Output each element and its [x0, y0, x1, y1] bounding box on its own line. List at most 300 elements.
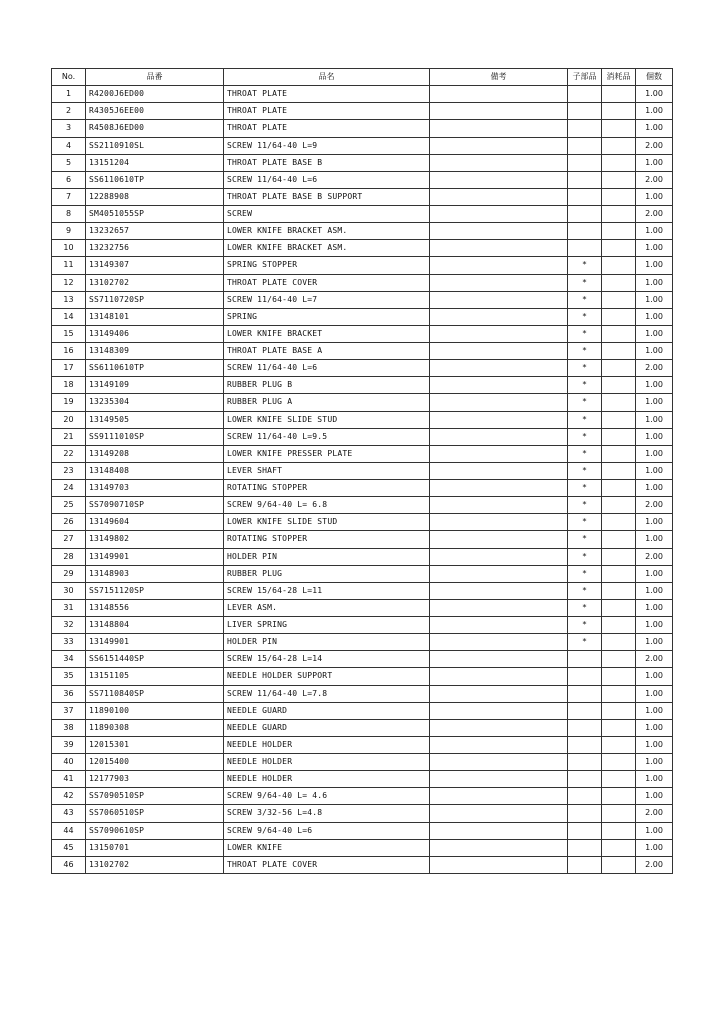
remarks-cell	[430, 702, 568, 719]
quantity-cell: 1.00	[636, 274, 673, 291]
part-number-cell: 12177903	[86, 771, 224, 788]
sub-part-cell: *	[568, 377, 602, 394]
part-name-cell: LOWER KNIFE BRACKET ASM.	[224, 240, 430, 257]
sub-part-cell: *	[568, 617, 602, 634]
part-number-cell: 13151204	[86, 154, 224, 171]
sub-part-cell: *	[568, 582, 602, 599]
table-row	[52, 702, 673, 719]
part-number-cell: SS7060510SP	[86, 805, 224, 822]
remarks-cell	[430, 257, 568, 274]
part-number-cell: 13149406	[86, 325, 224, 342]
parts-list-table	[51, 68, 673, 874]
part-number-cell: SS6110610TP	[86, 360, 224, 377]
quantity-cell: 2.00	[636, 805, 673, 822]
part-name-cell: RUBBER PLUG A	[224, 394, 430, 411]
quantity-cell: 2.00	[636, 856, 673, 873]
quantity-cell: 1.00	[636, 154, 673, 171]
part-name-cell: THROAT PLATE	[224, 103, 430, 120]
part-name-cell: THROAT PLATE COVER	[224, 274, 430, 291]
row-no-cell: 43	[52, 805, 86, 822]
quantity-cell: 1.00	[636, 86, 673, 103]
quantity-cell: 1.00	[636, 617, 673, 634]
quantity-cell: 1.00	[636, 582, 673, 599]
remarks-cell	[430, 856, 568, 873]
table-row	[52, 86, 673, 103]
part-name-cell: SPRING STOPPER	[224, 257, 430, 274]
part-number-cell: SS9111010SP	[86, 428, 224, 445]
part-name-cell: NEEDLE GUARD	[224, 719, 430, 736]
sub-part-cell	[568, 719, 602, 736]
remarks-cell	[430, 308, 568, 325]
row-no-cell: 25	[52, 497, 86, 514]
consumable-cell	[602, 445, 636, 462]
part-name-cell: SCREW 11/64-40 L=6	[224, 360, 430, 377]
remarks-cell	[430, 634, 568, 651]
consumable-cell	[602, 171, 636, 188]
table-row	[52, 360, 673, 377]
table-row	[52, 462, 673, 479]
sub-part-cell: *	[568, 308, 602, 325]
part-name-cell: THROAT PLATE	[224, 120, 430, 137]
part-number-cell: 13151105	[86, 668, 224, 685]
consumable-cell	[602, 771, 636, 788]
row-no-cell: 46	[52, 856, 86, 873]
row-no-cell: 28	[52, 548, 86, 565]
sub-part-cell	[568, 736, 602, 753]
table-row	[52, 154, 673, 171]
header-sub-part: 子部品	[568, 69, 602, 86]
table-row	[52, 103, 673, 120]
quantity-cell: 1.00	[636, 394, 673, 411]
sub-part-cell	[568, 771, 602, 788]
row-no-cell: 45	[52, 839, 86, 856]
remarks-cell	[430, 599, 568, 616]
row-no-cell: 12	[52, 274, 86, 291]
part-name-cell: SCREW 11/64-40 L=9.5	[224, 428, 430, 445]
remarks-cell	[430, 291, 568, 308]
sub-part-cell: *	[568, 599, 602, 616]
part-number-cell: 13149307	[86, 257, 224, 274]
consumable-cell	[602, 343, 636, 360]
consumable-cell	[602, 668, 636, 685]
remarks-cell	[430, 206, 568, 223]
consumable-cell	[602, 188, 636, 205]
sub-part-cell	[568, 788, 602, 805]
consumable-cell	[602, 480, 636, 497]
row-no-cell: 6	[52, 171, 86, 188]
row-no-cell: 16	[52, 343, 86, 360]
row-no-cell: 15	[52, 325, 86, 342]
row-no-cell: 40	[52, 754, 86, 771]
part-name-cell: NEEDLE HOLDER	[224, 736, 430, 753]
table-row	[52, 839, 673, 856]
part-name-cell: ROTATING STOPPER	[224, 531, 430, 548]
sub-part-cell: *	[568, 497, 602, 514]
header-remarks: 備考	[430, 69, 568, 86]
part-number-cell: 11890100	[86, 702, 224, 719]
sub-part-cell	[568, 103, 602, 120]
row-no-cell: 29	[52, 565, 86, 582]
row-no-cell: 37	[52, 702, 86, 719]
remarks-cell	[430, 377, 568, 394]
consumable-cell	[602, 822, 636, 839]
table-row	[52, 548, 673, 565]
part-name-cell: SCREW 11/64-40 L=7	[224, 291, 430, 308]
remarks-cell	[430, 360, 568, 377]
consumable-cell	[602, 651, 636, 668]
part-name-cell: SCREW 15/64-28 L=14	[224, 651, 430, 668]
part-name-cell: LEVER SHAFT	[224, 462, 430, 479]
table-row	[52, 754, 673, 771]
row-no-cell: 18	[52, 377, 86, 394]
row-no-cell: 8	[52, 206, 86, 223]
sub-part-cell	[568, 822, 602, 839]
part-number-cell: 13102702	[86, 856, 224, 873]
sub-part-cell	[568, 120, 602, 137]
sub-part-cell: *	[568, 274, 602, 291]
table-row	[52, 188, 673, 205]
part-number-cell: 13149901	[86, 548, 224, 565]
quantity-cell: 2.00	[636, 137, 673, 154]
row-no-cell: 26	[52, 514, 86, 531]
remarks-cell	[430, 719, 568, 736]
remarks-cell	[430, 771, 568, 788]
row-no-cell: 27	[52, 531, 86, 548]
remarks-cell	[430, 685, 568, 702]
part-number-cell: 13148408	[86, 462, 224, 479]
quantity-cell: 1.00	[636, 411, 673, 428]
part-number-cell: SS6151440SP	[86, 651, 224, 668]
consumable-cell	[602, 497, 636, 514]
row-no-cell: 30	[52, 582, 86, 599]
sub-part-cell	[568, 856, 602, 873]
consumable-cell	[602, 120, 636, 137]
sub-part-cell: *	[568, 428, 602, 445]
table-row	[52, 411, 673, 428]
consumable-cell	[602, 599, 636, 616]
sub-part-cell: *	[568, 531, 602, 548]
quantity-cell: 1.00	[636, 120, 673, 137]
table-row	[52, 651, 673, 668]
consumable-cell	[602, 360, 636, 377]
sub-part-cell: *	[568, 325, 602, 342]
remarks-cell	[430, 805, 568, 822]
table-row	[52, 428, 673, 445]
sub-part-cell	[568, 188, 602, 205]
row-no-cell: 14	[52, 308, 86, 325]
header-no: No.	[52, 69, 86, 86]
consumable-cell	[602, 154, 636, 171]
sub-part-cell	[568, 206, 602, 223]
part-number-cell: SS2110910SL	[86, 137, 224, 154]
table-row	[52, 617, 673, 634]
row-no-cell: 44	[52, 822, 86, 839]
quantity-cell: 1.00	[636, 514, 673, 531]
part-number-cell: 13102702	[86, 274, 224, 291]
table-body	[52, 86, 673, 874]
part-name-cell: THROAT PLATE BASE B SUPPORT	[224, 188, 430, 205]
sub-part-cell	[568, 154, 602, 171]
quantity-cell: 1.00	[636, 668, 673, 685]
remarks-cell	[430, 582, 568, 599]
remarks-cell	[430, 480, 568, 497]
row-no-cell: 36	[52, 685, 86, 702]
consumable-cell	[602, 257, 636, 274]
sub-part-cell	[568, 754, 602, 771]
sub-part-cell	[568, 171, 602, 188]
quantity-cell: 2.00	[636, 171, 673, 188]
remarks-cell	[430, 171, 568, 188]
part-number-cell: 13149703	[86, 480, 224, 497]
consumable-cell	[602, 565, 636, 582]
sub-part-cell: *	[568, 360, 602, 377]
row-no-cell: 19	[52, 394, 86, 411]
quantity-cell: 1.00	[636, 223, 673, 240]
consumable-cell	[602, 86, 636, 103]
consumable-cell	[602, 514, 636, 531]
part-number-cell: R4200J6ED00	[86, 86, 224, 103]
part-name-cell: SCREW 11/64-40 L=7.8	[224, 685, 430, 702]
sub-part-cell: *	[568, 291, 602, 308]
table-row	[52, 634, 673, 651]
remarks-cell	[430, 103, 568, 120]
quantity-cell: 2.00	[636, 548, 673, 565]
remarks-cell	[430, 223, 568, 240]
part-name-cell: THROAT PLATE COVER	[224, 856, 430, 873]
quantity-cell: 1.00	[636, 599, 673, 616]
consumable-cell	[602, 719, 636, 736]
part-name-cell: THROAT PLATE BASE A	[224, 343, 430, 360]
consumable-cell	[602, 137, 636, 154]
remarks-cell	[430, 617, 568, 634]
part-number-cell: 13149505	[86, 411, 224, 428]
table-row	[52, 531, 673, 548]
header-quantity: 個数	[636, 69, 673, 86]
remarks-cell	[430, 462, 568, 479]
consumable-cell	[602, 856, 636, 873]
quantity-cell: 1.00	[636, 822, 673, 839]
sub-part-cell: *	[568, 548, 602, 565]
consumable-cell	[602, 223, 636, 240]
remarks-cell	[430, 839, 568, 856]
remarks-cell	[430, 445, 568, 462]
table-row	[52, 394, 673, 411]
consumable-cell	[602, 103, 636, 120]
quantity-cell: 1.00	[636, 291, 673, 308]
remarks-cell	[430, 274, 568, 291]
part-number-cell: SS7090710SP	[86, 497, 224, 514]
row-no-cell: 41	[52, 771, 86, 788]
remarks-cell	[430, 120, 568, 137]
table-row	[52, 343, 673, 360]
part-name-cell: SCREW 11/64-40 L=9	[224, 137, 430, 154]
part-number-cell: 13149109	[86, 377, 224, 394]
consumable-cell	[602, 308, 636, 325]
part-number-cell: 13149901	[86, 634, 224, 651]
quantity-cell: 1.00	[636, 103, 673, 120]
part-name-cell: LOWER KNIFE SLIDE STUD	[224, 411, 430, 428]
part-name-cell: THROAT PLATE BASE B	[224, 154, 430, 171]
sub-part-cell: *	[568, 634, 602, 651]
sub-part-cell: *	[568, 565, 602, 582]
part-name-cell: HOLDER PIN	[224, 634, 430, 651]
quantity-cell: 1.00	[636, 445, 673, 462]
table-row	[52, 308, 673, 325]
quantity-cell: 1.00	[636, 788, 673, 805]
part-name-cell: THROAT PLATE	[224, 86, 430, 103]
table-row	[52, 274, 673, 291]
row-no-cell: 3	[52, 120, 86, 137]
remarks-cell	[430, 343, 568, 360]
part-number-cell: 13235304	[86, 394, 224, 411]
part-name-cell: LOWER KNIFE SLIDE STUD	[224, 514, 430, 531]
consumable-cell	[602, 428, 636, 445]
consumable-cell	[602, 411, 636, 428]
sub-part-cell	[568, 240, 602, 257]
remarks-cell	[430, 428, 568, 445]
part-number-cell: SM4051055SP	[86, 206, 224, 223]
part-name-cell: SCREW 9/64-40 L= 6.8	[224, 497, 430, 514]
table-row	[52, 497, 673, 514]
row-no-cell: 39	[52, 736, 86, 753]
remarks-cell	[430, 240, 568, 257]
table-row	[52, 291, 673, 308]
sub-part-cell	[568, 668, 602, 685]
consumable-cell	[602, 274, 636, 291]
table-row	[52, 206, 673, 223]
consumable-cell	[602, 582, 636, 599]
table-row	[52, 120, 673, 137]
part-number-cell: 13149208	[86, 445, 224, 462]
remarks-cell	[430, 822, 568, 839]
part-name-cell: LIVER SPRING	[224, 617, 430, 634]
quantity-cell: 1.00	[636, 240, 673, 257]
quantity-cell: 1.00	[636, 771, 673, 788]
consumable-cell	[602, 617, 636, 634]
row-no-cell: 34	[52, 651, 86, 668]
quantity-cell: 1.00	[636, 634, 673, 651]
table-row	[52, 788, 673, 805]
consumable-cell	[602, 805, 636, 822]
remarks-cell	[430, 137, 568, 154]
part-number-cell: 13150701	[86, 839, 224, 856]
row-no-cell: 24	[52, 480, 86, 497]
row-no-cell: 38	[52, 719, 86, 736]
table-row	[52, 685, 673, 702]
sub-part-cell: *	[568, 411, 602, 428]
part-name-cell: LOWER KNIFE	[224, 839, 430, 856]
table-row	[52, 257, 673, 274]
part-number-cell: 13149604	[86, 514, 224, 531]
part-name-cell: NEEDLE HOLDER SUPPORT	[224, 668, 430, 685]
sub-part-cell: *	[568, 394, 602, 411]
sub-part-cell	[568, 702, 602, 719]
part-number-cell: 12015301	[86, 736, 224, 753]
table-row	[52, 223, 673, 240]
sub-part-cell: *	[568, 343, 602, 360]
sub-part-cell	[568, 86, 602, 103]
sub-part-cell	[568, 137, 602, 154]
quantity-cell: 1.00	[636, 565, 673, 582]
row-no-cell: 5	[52, 154, 86, 171]
part-name-cell: SCREW 11/64-40 L=6	[224, 171, 430, 188]
quantity-cell: 1.00	[636, 377, 673, 394]
consumable-cell	[602, 685, 636, 702]
table-row	[52, 445, 673, 462]
sub-part-cell: *	[568, 514, 602, 531]
row-no-cell: 33	[52, 634, 86, 651]
remarks-cell	[430, 188, 568, 205]
part-name-cell: NEEDLE HOLDER	[224, 771, 430, 788]
part-name-cell: NEEDLE HOLDER	[224, 754, 430, 771]
table-row	[52, 822, 673, 839]
table-row	[52, 719, 673, 736]
quantity-cell: 2.00	[636, 206, 673, 223]
row-no-cell: 22	[52, 445, 86, 462]
table-row	[52, 514, 673, 531]
consumable-cell	[602, 754, 636, 771]
consumable-cell	[602, 206, 636, 223]
row-no-cell: 32	[52, 617, 86, 634]
part-name-cell: RUBBER PLUG	[224, 565, 430, 582]
consumable-cell	[602, 788, 636, 805]
part-name-cell: SCREW 9/64-40 L= 4.6	[224, 788, 430, 805]
part-number-cell: 12288908	[86, 188, 224, 205]
quantity-cell: 1.00	[636, 754, 673, 771]
part-name-cell: SCREW 3/32-56 L=4.8	[224, 805, 430, 822]
consumable-cell	[602, 394, 636, 411]
consumable-cell	[602, 548, 636, 565]
part-number-cell: SS7110720SP	[86, 291, 224, 308]
row-no-cell: 23	[52, 462, 86, 479]
quantity-cell: 2.00	[636, 360, 673, 377]
table-row	[52, 377, 673, 394]
quantity-cell: 1.00	[636, 308, 673, 325]
part-name-cell: SCREW	[224, 206, 430, 223]
part-name-cell: LOWER KNIFE BRACKET ASM.	[224, 223, 430, 240]
part-name-cell: SPRING	[224, 308, 430, 325]
consumable-cell	[602, 702, 636, 719]
consumable-cell	[602, 325, 636, 342]
quantity-cell: 2.00	[636, 651, 673, 668]
table-row	[52, 805, 673, 822]
header-consumable: 消耗品	[602, 69, 636, 86]
table-row	[52, 240, 673, 257]
row-no-cell: 42	[52, 788, 86, 805]
remarks-cell	[430, 548, 568, 565]
quantity-cell: 1.00	[636, 736, 673, 753]
remarks-cell	[430, 497, 568, 514]
part-number-cell: SS7090610SP	[86, 822, 224, 839]
sub-part-cell: *	[568, 257, 602, 274]
consumable-cell	[602, 291, 636, 308]
remarks-cell	[430, 788, 568, 805]
quantity-cell: 1.00	[636, 839, 673, 856]
part-name-cell: LOWER KNIFE PRESSER PLATE	[224, 445, 430, 462]
part-number-cell: 13148309	[86, 343, 224, 360]
part-number-cell: SS6110610TP	[86, 171, 224, 188]
row-no-cell: 21	[52, 428, 86, 445]
remarks-cell	[430, 86, 568, 103]
table-row	[52, 668, 673, 685]
consumable-cell	[602, 531, 636, 548]
remarks-cell	[430, 754, 568, 771]
part-name-cell: SCREW 9/64-40 L=6	[224, 822, 430, 839]
table-row	[52, 137, 673, 154]
part-name-cell: SCREW 15/64-28 L=11	[224, 582, 430, 599]
part-name-cell: LEVER ASM.	[224, 599, 430, 616]
part-number-cell: 13148556	[86, 599, 224, 616]
